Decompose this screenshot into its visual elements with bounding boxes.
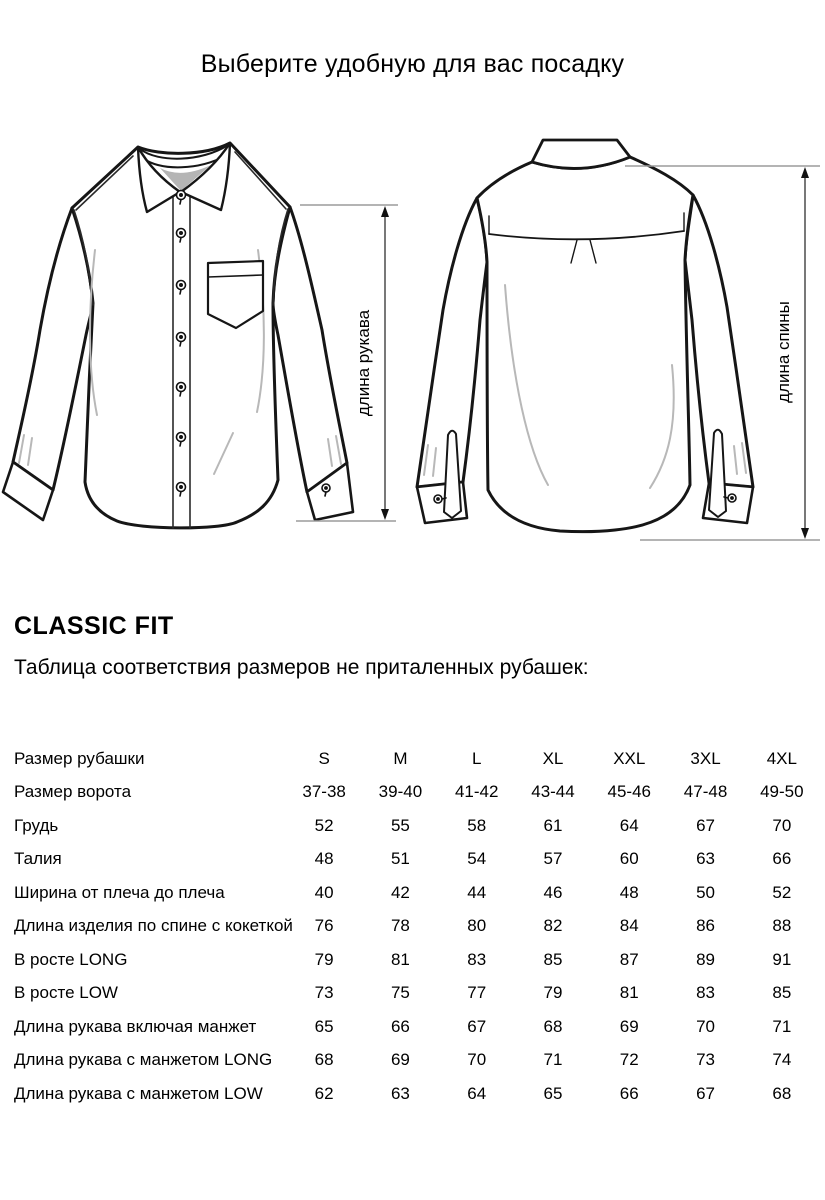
table-cell: 80	[467, 916, 487, 936]
table-cell: 63	[390, 1083, 410, 1103]
table-cell: 54	[467, 849, 487, 869]
table-cell: 73	[696, 1050, 715, 1070]
row-values	[286, 816, 820, 836]
table-cell: 83	[696, 983, 715, 1003]
arrowhead-down-icon	[381, 509, 389, 520]
row-label: Талия	[14, 849, 62, 869]
table-cell: 68	[314, 1050, 334, 1070]
table-cell: 66	[390, 1016, 410, 1036]
table-cell: 85	[543, 949, 563, 969]
table-cell: 52	[772, 882, 792, 902]
table-row	[14, 876, 820, 910]
table-cell: 3XL	[690, 748, 721, 768]
table-cell: 61	[543, 815, 563, 835]
table-cell: 68	[772, 1083, 792, 1103]
table-cell: 81	[619, 983, 639, 1003]
table-cell: 71	[772, 1016, 792, 1036]
row-values	[286, 1050, 820, 1070]
row-label: Длина рукава включая манжет	[14, 1016, 257, 1036]
row-label: В росте LOW	[14, 983, 118, 1003]
table-cell: 73	[314, 983, 334, 1003]
table-cell: 82	[543, 916, 563, 936]
shirt-back-illustration	[417, 140, 753, 532]
table-cell: 4XL	[766, 748, 797, 768]
table-cell: 37-38	[302, 782, 346, 802]
table-cell: 81	[390, 949, 410, 969]
table-caption: Таблица соответствия размеров не приталенных рубашек:	[14, 656, 589, 679]
table-cell: 40	[314, 882, 334, 902]
table-cell: 69	[619, 1016, 639, 1036]
row-label: Длина изделия по спине с кокеткой	[14, 916, 293, 936]
table-cell: 64	[619, 815, 639, 835]
table-cell: 65	[543, 1083, 563, 1103]
table-cell: 85	[772, 983, 792, 1003]
table-cell: 78	[390, 916, 410, 936]
table-cell: 51	[390, 849, 410, 869]
table-cell: 48	[314, 849, 334, 869]
table-cell: 83	[467, 949, 487, 969]
table-cell: 71	[543, 1050, 563, 1070]
row-values	[286, 1017, 820, 1037]
page-title: Выберите удобную для вас посадку	[200, 50, 625, 78]
table-cell: 79	[543, 983, 563, 1003]
table-cell: 91	[772, 949, 792, 969]
table-cell: 41-42	[454, 782, 499, 802]
table-row	[14, 843, 820, 877]
table-cell: 44	[467, 882, 487, 902]
table-cell: 43-44	[531, 782, 575, 802]
table-cell: 70	[772, 815, 792, 835]
table-row	[14, 776, 820, 810]
table-cell: 72	[619, 1050, 639, 1070]
table-row	[14, 1010, 820, 1044]
row-label: Размер ворота	[14, 782, 132, 802]
table-cell: M	[393, 748, 408, 768]
table-cell: 62	[314, 1083, 334, 1103]
table-cell: 49-50	[760, 782, 804, 802]
table-row	[14, 977, 820, 1011]
table-cell: 46	[543, 882, 563, 902]
table-cell: 77	[467, 983, 487, 1003]
table-cell: 57	[543, 849, 563, 869]
row-values	[286, 883, 820, 903]
table-cell: 86	[696, 916, 715, 936]
table-cell: 88	[772, 916, 792, 936]
shirt-measurement-diagram	[0, 130, 825, 560]
shirt-front-illustration	[3, 143, 353, 528]
table-cell: 67	[696, 1083, 715, 1103]
table-cell: XXL	[613, 748, 646, 768]
table-cell: 75	[390, 983, 410, 1003]
table-cell: 74	[772, 1050, 792, 1070]
table-cell: 66	[619, 1083, 639, 1103]
table-cell: 65	[314, 1016, 334, 1036]
table-cell: 89	[696, 949, 715, 969]
table-cell: 45-46	[607, 782, 651, 802]
table-cell: 87	[619, 949, 639, 969]
shirt-diagram-svg	[0, 130, 825, 560]
size-table	[14, 742, 820, 1111]
back-body	[477, 157, 693, 532]
table-cell: L	[471, 748, 482, 768]
arrowhead-down-icon	[801, 528, 809, 539]
front-right-sleeve	[273, 207, 347, 492]
table-row	[14, 1077, 820, 1111]
row-values	[286, 950, 820, 970]
row-label: Длина рукава с манжетом LONG	[14, 1050, 273, 1070]
table-cell: 42	[390, 882, 410, 902]
row-label: Грудь	[14, 815, 59, 835]
table-cell: 66	[772, 849, 792, 869]
row-label: Ширина от плеча до плеча	[14, 882, 225, 902]
table-row	[14, 809, 820, 843]
row-values	[286, 1084, 820, 1104]
table-cell: 39-40	[378, 782, 423, 802]
table-cell: 58	[467, 815, 487, 835]
row-values	[286, 849, 820, 869]
row-values	[286, 749, 820, 769]
table-cell: 48	[619, 882, 639, 902]
table-row	[14, 943, 820, 977]
table-cell: 63	[696, 849, 715, 869]
fit-heading: CLASSIC FIT	[14, 612, 174, 640]
row-label: Размер рубашки	[14, 748, 145, 768]
table-cell: XL	[542, 748, 564, 768]
table-cell: 70	[467, 1050, 487, 1070]
table-cell: 68	[543, 1016, 563, 1036]
table-row	[14, 742, 820, 776]
table-cell: 76	[314, 916, 334, 936]
table-cell: 52	[314, 815, 334, 835]
arrowhead-up-icon	[381, 206, 389, 217]
front-left-sleeve	[13, 208, 93, 490]
table-cell: 70	[696, 1016, 715, 1036]
table-cell: 69	[390, 1050, 410, 1070]
row-values	[286, 782, 820, 802]
back-length-label: длина спины	[774, 301, 793, 403]
table-cell: 67	[696, 815, 715, 835]
row-values	[286, 983, 820, 1003]
sleeve-length-label: длина рукава	[354, 309, 373, 417]
table-row	[14, 1044, 820, 1078]
row-label: Длина рукава с манжетом LOW	[14, 1083, 263, 1103]
table-cell: 60	[619, 849, 639, 869]
table-cell: 67	[467, 1016, 487, 1036]
table-cell: 55	[390, 815, 410, 835]
table-cell: 84	[619, 916, 639, 936]
arrowhead-up-icon	[801, 167, 809, 178]
table-cell: 50	[696, 882, 715, 902]
row-values	[286, 916, 820, 936]
table-row	[14, 910, 820, 944]
table-cell: 79	[314, 949, 334, 969]
table-cell: 64	[467, 1083, 487, 1103]
row-label: В росте LONG	[14, 949, 128, 969]
table-cell: S	[318, 748, 330, 768]
table-cell: 47-48	[683, 782, 728, 802]
